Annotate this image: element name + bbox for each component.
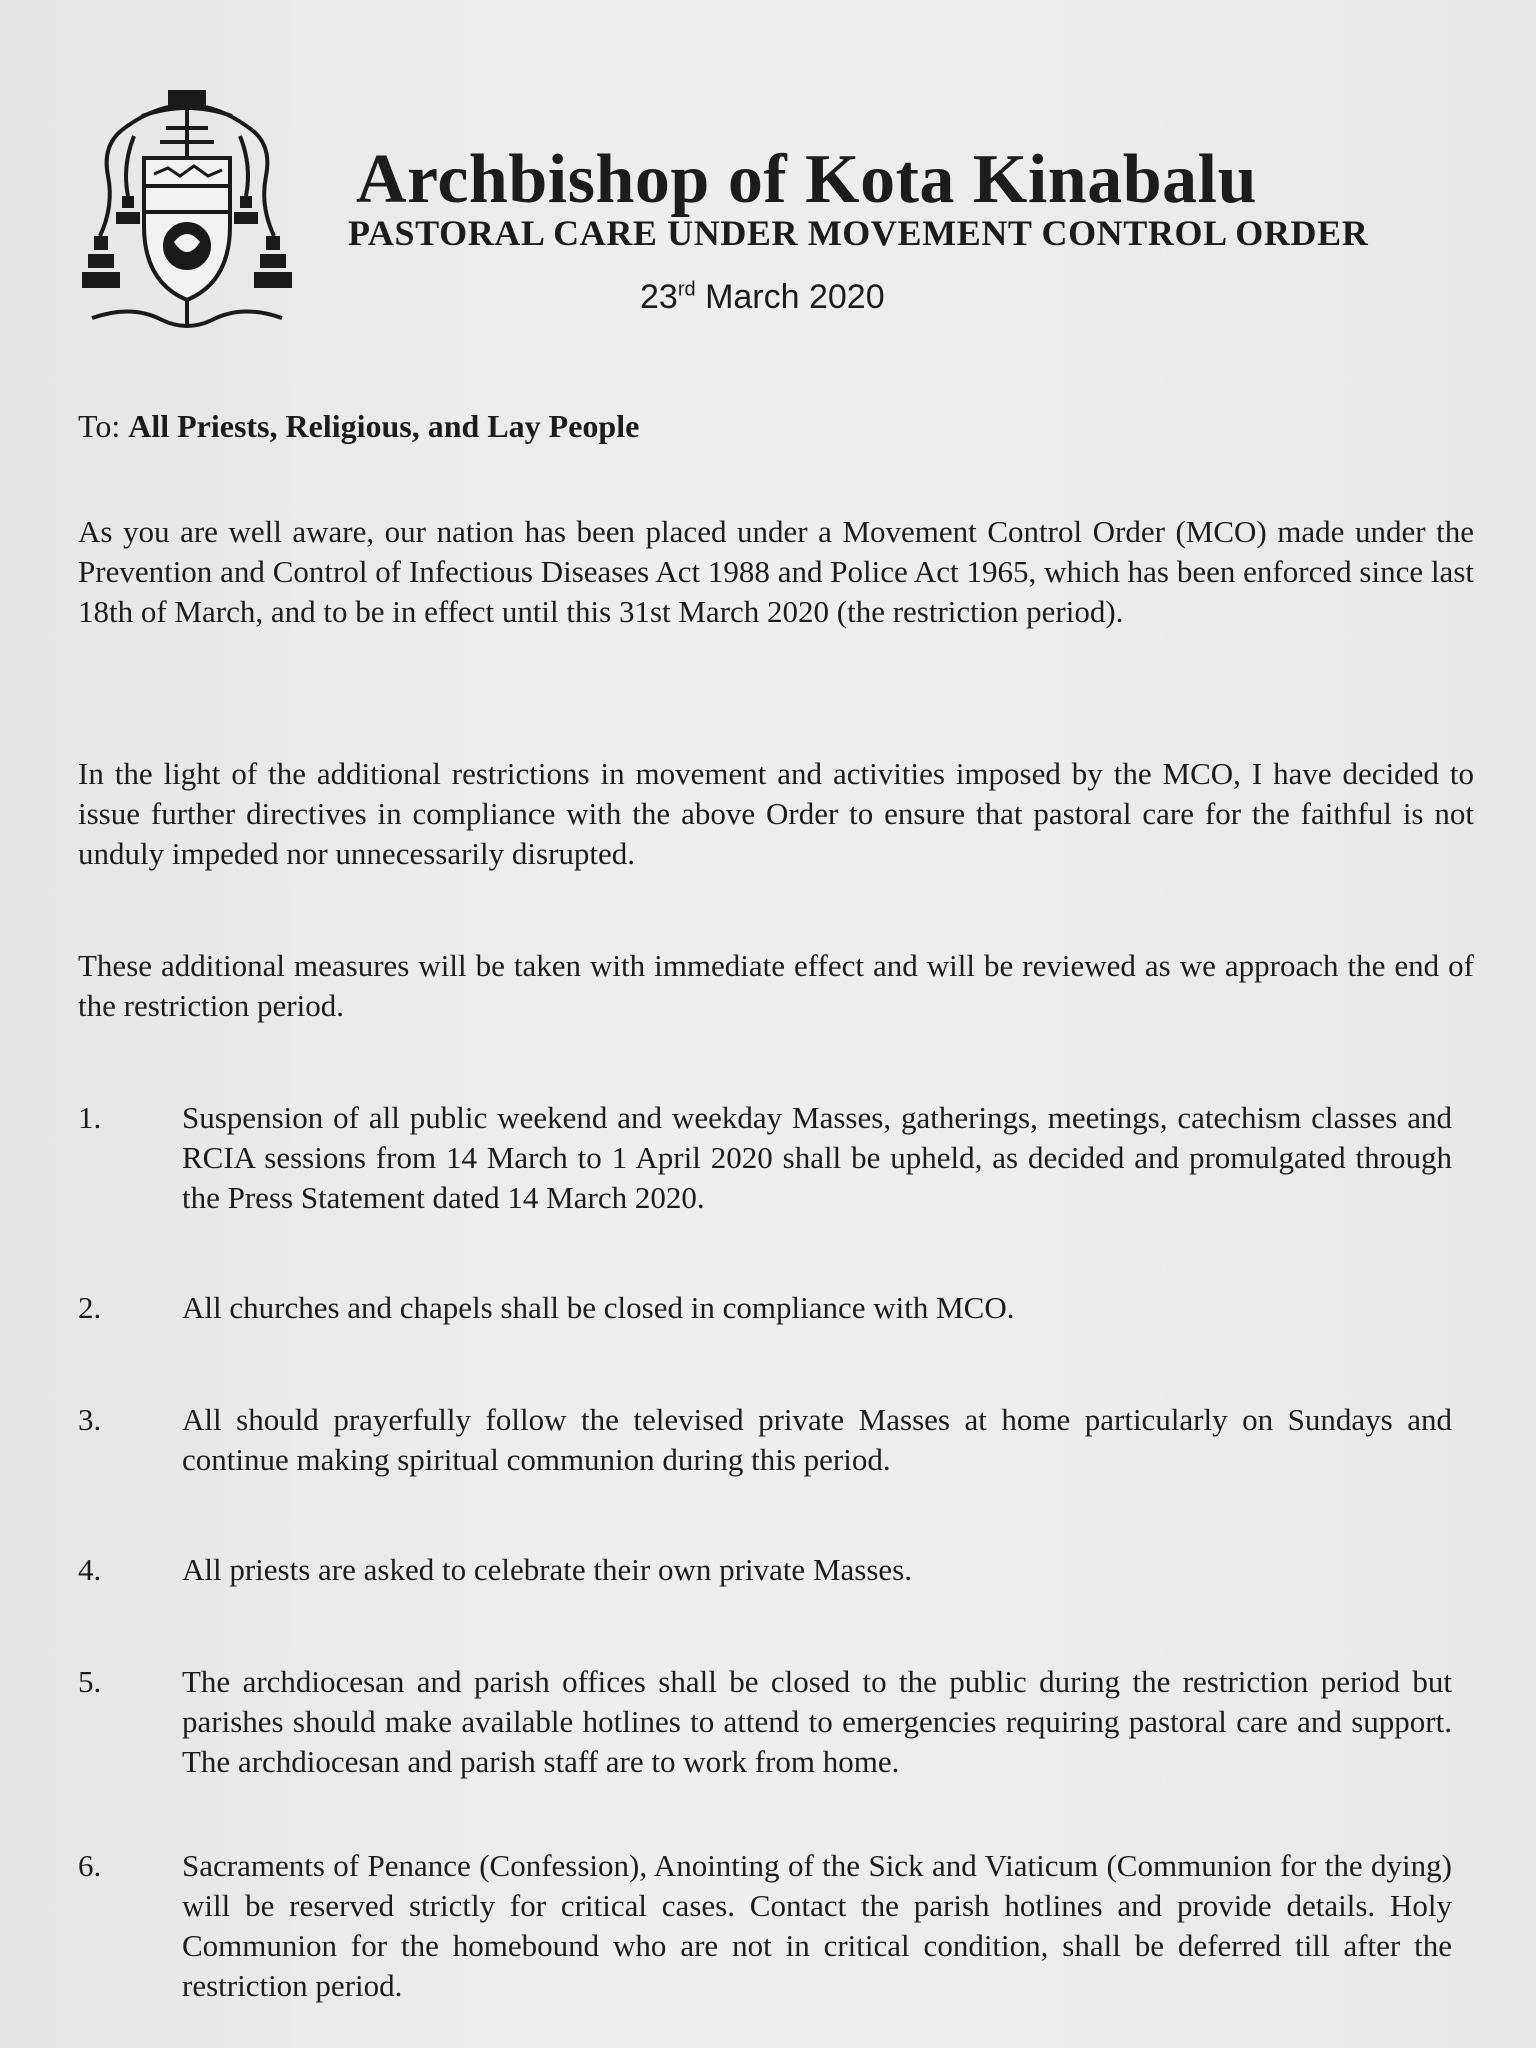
date-ordinal-suffix: rd: [677, 278, 696, 301]
measure-number: 4.: [78, 1552, 102, 1587]
measure-text: The archdiocesan and parish offices shall be closed to the public during the restriction period but parishes should make available hotlines to attend to emergencies requiring pastoral care and support. The archdiocesan and parish staff are to work from home.: [182, 1664, 1452, 1779]
measure-text: All priests are asked to celebrate their own private Masses.: [182, 1552, 912, 1587]
measure-text: Sacraments of Penance (Confession), Anointing of the Sick and Viaticum (Communion for the dying) will be reserved strictly for critical cases. Contact the parish hotlines and provide details. Holy Communion for the homebound who are not in critical condition, shall be deferred till after the restriction period.: [182, 1848, 1452, 2003]
measures-intro-paragraph: These additional measures will be taken with immediate effect and will be reviewed as we approach the end of the restriction period.: [78, 948, 1474, 1023]
measure-number: 6.: [78, 1848, 102, 1883]
directive-paragraph: In the light of the additional restrictions in movement and activities imposed by the MCO, I have decided to issue further directives in compliance with the above Order to ensure that pastoral care for the faithful is not unduly impeded nor unnecessarily disrupted.: [78, 756, 1474, 871]
recipient-prefix: To:: [78, 408, 129, 444]
recipient-line: [78, 408, 639, 445]
archiepiscopal-coat-of-arms-icon: [82, 86, 292, 346]
recipient-audience: All Priests, Religious, and Lay People: [128, 408, 640, 444]
letterhead-title: Archbishop of Kota Kinabalu: [356, 141, 1258, 218]
measure-text: Suspension of all public weekend and weekday Masses, gatherings, meetings, catechism classes and RCIA sessions from 14 March to 1 April 2020 shall be upheld, as decided and promulgated through the Press Statement dated 14 March 2020.: [182, 1100, 1452, 1215]
measure-number: 5.: [78, 1664, 102, 1699]
measure-number: 1.: [78, 1100, 102, 1135]
measure-text: All churches and chapels shall be closed in compliance with MCO.: [182, 1290, 1015, 1325]
measure-number: 2.: [78, 1290, 102, 1325]
letterhead-subtitle: PASTORAL CARE UNDER MOVEMENT CONTROL ORDER: [348, 213, 1369, 253]
measure-number: 3.: [78, 1402, 102, 1437]
letter-date: [640, 278, 885, 317]
date-day: 23: [640, 278, 678, 316]
date-month-year: March 2020: [695, 278, 885, 316]
measure-text: All should prayerfully follow the televised private Masses at home particularly on Sundays and continue making spiritual communion during this period.: [182, 1402, 1452, 1477]
intro-paragraph: As you are well aware, our nation has been placed under a Movement Control Order (MCO) made under the Prevention and Control of Infectious Diseases Act 1988 and Police Act 1965, which has been enforced since last 18th of March, and to be in effect until this 31st March 2020 (the restriction period).: [78, 514, 1474, 629]
